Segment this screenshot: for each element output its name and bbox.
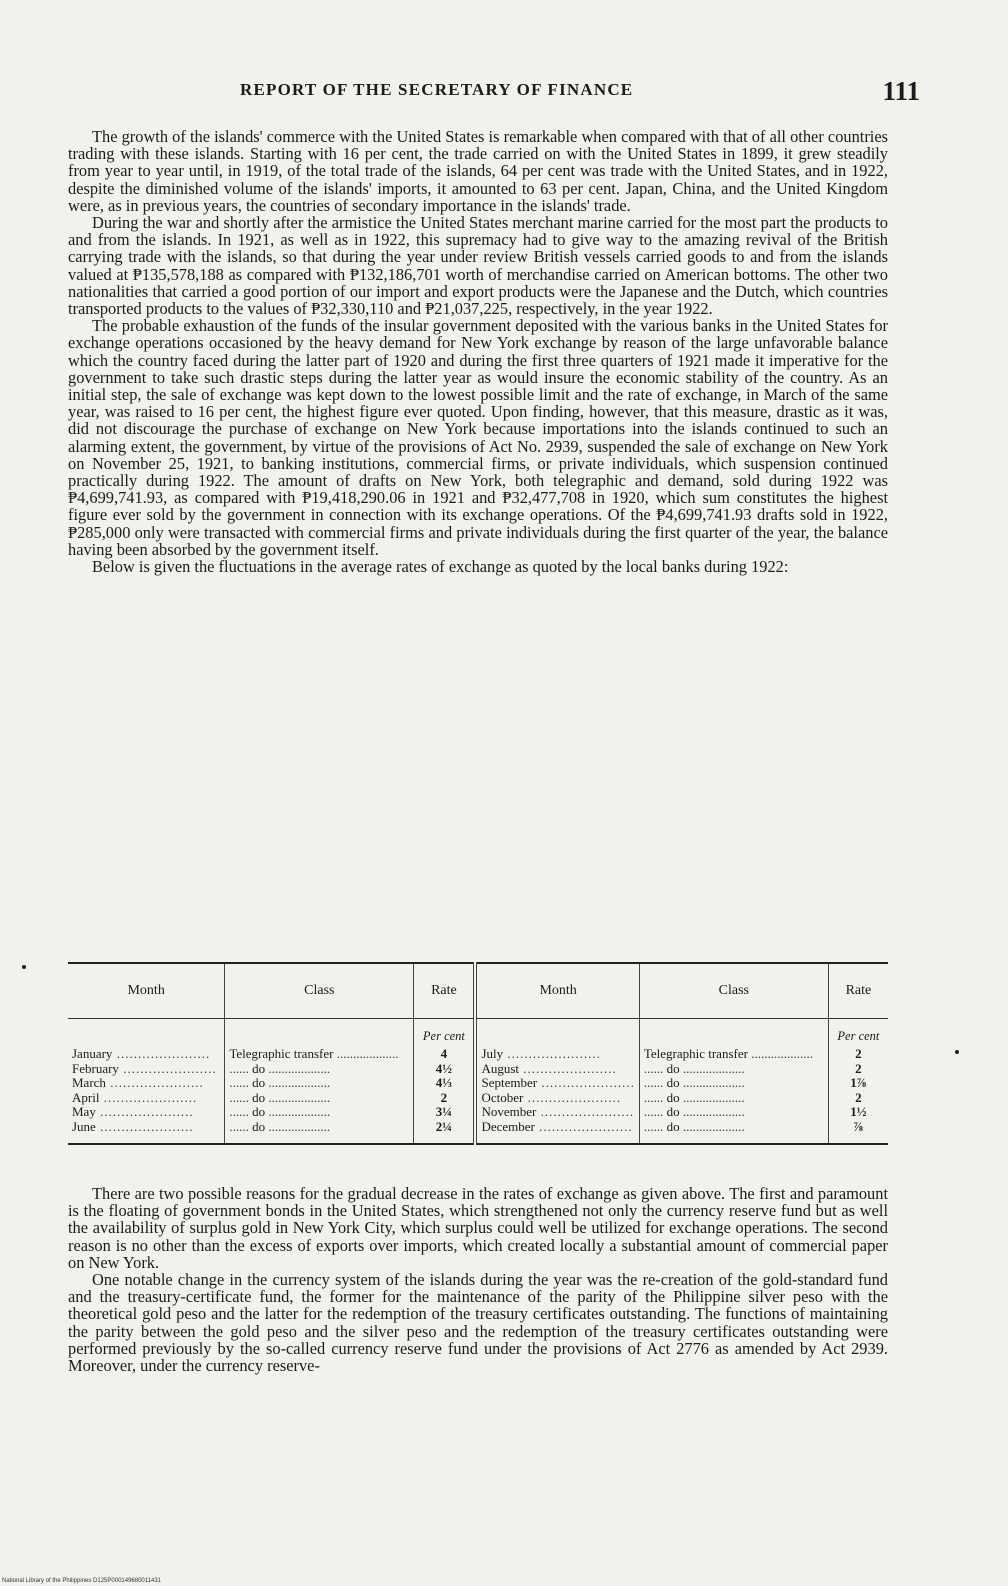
rates-table [68, 962, 888, 1145]
class-cell: ...... do ..... [644, 1091, 824, 1106]
rate-cell: 2 [855, 1047, 862, 1061]
rate-cell: 2¼ [435, 1119, 453, 1134]
class-cell: ...... do ..... [229, 1120, 409, 1135]
header-rate: Rate [828, 963, 888, 1019]
class-cell: ...... do ..... [644, 1120, 824, 1135]
running-head: REPORT OF THE SECRETARY OF FINANCE [240, 80, 634, 99]
month-cell: September ..... [481, 1076, 634, 1091]
rate-cell: 2 [855, 1061, 862, 1076]
month-cell: August ..... [481, 1062, 634, 1077]
paragraph: One notable change in the currency system of the islands during the year was the re-creation of the gold-standard fund and the treasury-certificate fund, the former for the maintenance of the parity of the Philippine silver peso with the theoretical gold peso and the latter for the redemption of the treasury certificates outstanding. The functions of maintaining the parity between the gold peso and the silver peso and the redemption of the treasury certificates outstanding were performed previously by the so-called currency reserve fund under the provisions of Act 2776 as amended by Act 2939. Moreover, under the currency reserve- [68, 1270, 888, 1376]
class-cell: Telegraphic transfer ..... [644, 1047, 824, 1062]
rate-cell: 3¼ [435, 1105, 453, 1120]
rate-cell: 2 [855, 1090, 862, 1105]
month-cell: February ..... [72, 1062, 220, 1077]
class-cell: ...... do ..... [229, 1076, 409, 1091]
body-text-top [68, 128, 888, 575]
month-cell: November ..... [481, 1105, 634, 1120]
class-cell: Telegraphic transfer ..... [229, 1047, 409, 1062]
header-class: Class [639, 963, 828, 1019]
header-month: Month [68, 963, 225, 1019]
page-header [70, 76, 920, 112]
month-cell: March ..... [72, 1076, 220, 1091]
rate-cell: 4½ [435, 1061, 453, 1076]
rate-cell: ⅞ [853, 1119, 864, 1134]
rate-cell: 2 [440, 1090, 448, 1105]
month-cell: January ..... [72, 1047, 220, 1062]
month-cell: July ..... [481, 1047, 634, 1062]
month-cell: April ..... [72, 1091, 220, 1106]
paragraph: The growth of the islands' commerce with the United States is remarkable when compared with that of all other countries trading with these islands. Starting with 16 per cent, the trade carried on with the United States in 1899, it grew steadily from year to year until, in 1919, of the total trade of the islands, 64 per cent was trade with the United States, and in 1922, despite the diminished volume of the islands' imports, it amounted to 63 per cent. Japan, China, and the United Kingdom were, as in previous years, the countries of secondary importance in the islands' trade. [68, 127, 888, 215]
rates-cell-left [414, 1019, 476, 1144]
months-cell-left [68, 1019, 225, 1144]
months-cell-right [475, 1019, 639, 1144]
rate-unit-label: Per cent [837, 1029, 880, 1043]
scan-footer-stamp: National Library of the Philippines D125P000149680011431 [2, 1578, 162, 1584]
table-header-row [68, 963, 888, 1019]
month-cell: December ..... [481, 1120, 634, 1135]
class-cell: ...... do ..... [644, 1062, 824, 1077]
page-number: 111 [882, 76, 920, 106]
class-cell: ...... do ..... [644, 1076, 824, 1091]
rate-cell: 4 [440, 1047, 448, 1061]
header-month: Month [475, 963, 639, 1019]
month-cell: October ..... [481, 1091, 634, 1106]
scan-speck [955, 1050, 959, 1054]
paragraph: Below is given the fluctuations in the average rates of exchange as quoted by the local banks during 1922: [92, 557, 789, 577]
classes-cell-right [639, 1019, 828, 1144]
table-row [68, 1019, 888, 1144]
rate-unit-label: Per cent [422, 1029, 465, 1043]
class-cell: ...... do ..... [229, 1062, 409, 1077]
body-text-bottom [68, 1185, 888, 1374]
class-cell: ...... do ..... [229, 1091, 409, 1106]
header-class: Class [225, 963, 414, 1019]
exchange-rates-table [68, 962, 888, 1145]
rate-cell: 1½ [850, 1105, 867, 1120]
rate-cell: 4⅓ [435, 1076, 453, 1091]
classes-cell-left [225, 1019, 414, 1144]
rate-cell: 1⅞ [850, 1076, 867, 1091]
paragraph: The probable exhaustion of the funds of the insular government deposited with the various banks in the United States for exchange operations occasioned by the heavy demand for New York exchange by reason of the large unfavorable balance which the country faced during the latter part of 1920 and during the first three quarters of 1921 made it imperative for the government to take such drastic steps during the latter year as would insure the economic stability of the country. As an initial step, the sale of exchange was kept down to the lowest possible limit and the rate of exchange, in March of the same year, was raised to 16 per cent, the highest figure ever quoted. Upon finding, however, that this measure, drastic as it was, did not discourage the purchase of exchange on New York because importations into the islands continued to such an alarming extent, the government, by virtue of the provisions of Act No. 2939, suspended the sale of exchange on New York on November 25, 1921, to banking institutions, commercial firms, or private individuals, which suspension continued practically during 1922. The amount of drafts on New York, both telegraphic and demand, sold during 1922 was ₱4,699,741.93, as compared with ₱19,418,290.06 in 1921 and ₱32,477,708 in 1920, which sum constitutes the highest figure ever sold by the government in connection with its exchange operations. Of the ₱4,699,741.93 drafts sold in 1922, ₱285,000 only were transacted with commercial firms and private individuals during the first quarter of the year, the balance having been absorbed by the government itself. [68, 316, 888, 559]
rates-cell-right [828, 1019, 888, 1144]
month-cell: May ..... [72, 1105, 220, 1120]
header-rate: Rate [414, 963, 476, 1019]
scan-speck [22, 965, 26, 969]
class-cell: ...... do ..... [644, 1105, 824, 1120]
paragraph: There are two possible reasons for the gradual decrease in the rates of exchange as given above. The first and paramount is the floating of government bonds in the United States, which strengthened not only the currency reserve fund but as well the availability of surplus gold in New York City, which surplus could well be utilized for exchange operations. The second reason is no other than the excess of exports over imports, which created locally a substantial amount of commercial paper on New York. [68, 1184, 888, 1272]
month-cell: June ..... [72, 1120, 220, 1135]
class-cell: ...... do ..... [229, 1105, 409, 1120]
paragraph: During the war and shortly after the armistice the United States merchant marine carried for the most part the products to and from the islands. In 1921, as well as in 1922, this supremacy had to give way to the amazing revival of the British carrying trade with the islands, so that during the year under review British vessels carried goods to and from the islands valued at ₱135,578,188 as compared with ₱132,186,701 worth of merchandise carried on American bottoms. The other two nationalities that carried a good portion of our import and export products were the Japanese and the Dutch, which countries transported products to the values of ₱32,330,110 and ₱21,037,225, respectively, in the year 1922. [68, 213, 888, 319]
